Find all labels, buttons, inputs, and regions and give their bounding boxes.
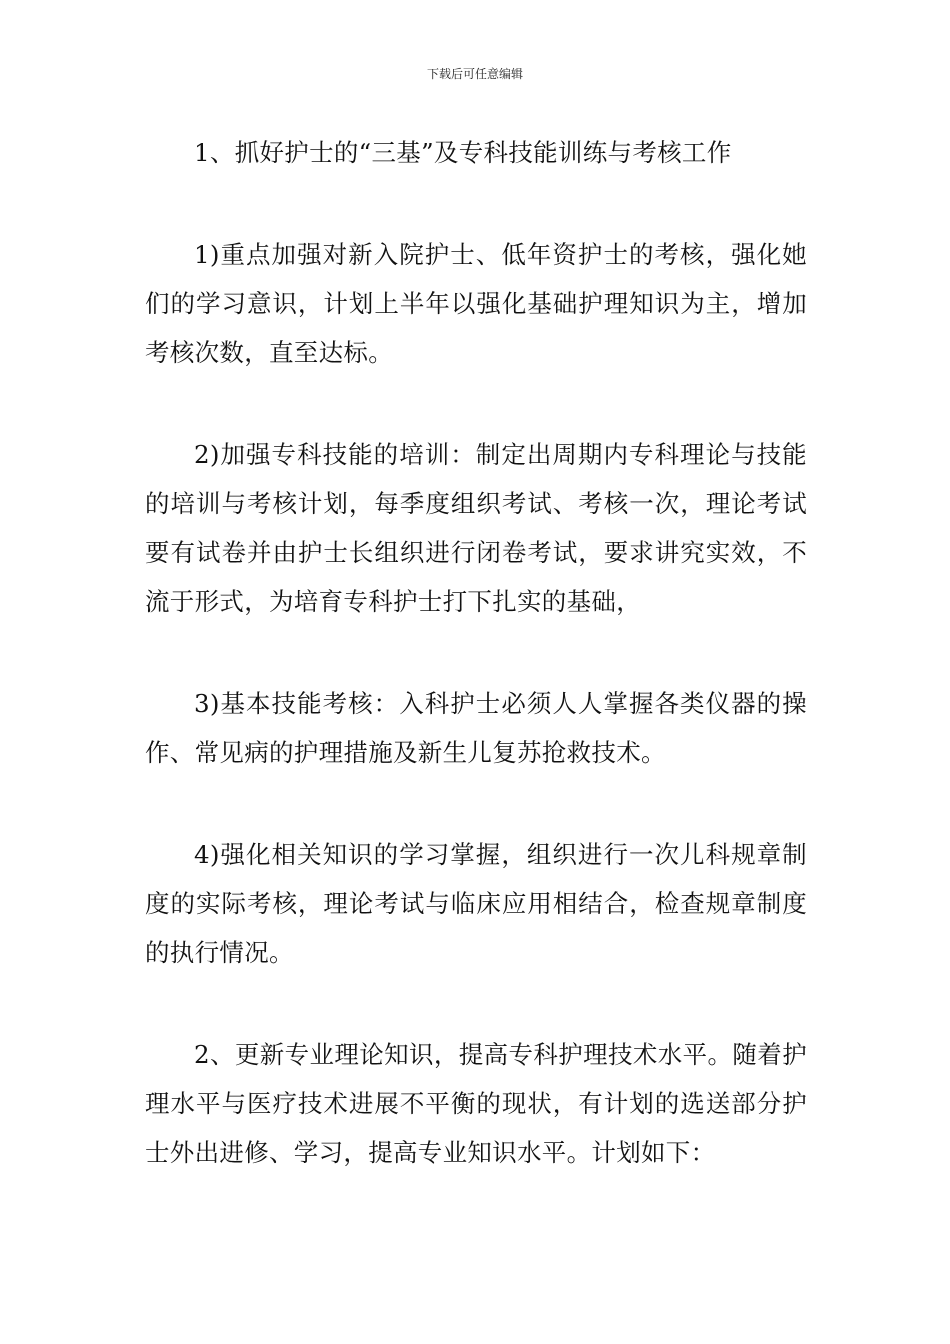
section-paragraph-2: 2、更新专业理论知识，提高专科护理技术水平。随着护理水平与医疗技术进展不平衡的现状，有计划的选送部分护士外出进修、学习，提高专业知识水平。计划如下： — [145, 1040, 807, 1167]
section-heading-1: 1、抓好护士的“三基”及专科技能训练与考核工作 — [194, 138, 732, 167]
paragraph-item-4: 4)强化相关知识的学习掌握，组织进行一次儿科规章制度的实际考核，理论考试与临床应用相结合，检查规章制度的执行情况。 — [145, 840, 807, 967]
paragraph-item-2: 2)加强专科技能的培训：制定出周期内专科理论与技能的培训与考核计划，每季度组织考试、考核一次，理论考试要有试卷并由护士长组织进行闭卷考试，要求讲究实效，不流于形式，为培育专科护士打下扎实的基础， — [145, 440, 807, 616]
paragraph-item-3: 3)基本技能考核：入科护士必须人人掌握各类仪器的操作、常见病的护理措施及新生儿复苏抢救技术。 — [145, 689, 807, 767]
paragraph-item-1: 1)重点加强对新入院护士、低年资护士的考核，强化她们的学习意识，计划上半年以强化基础护理知识为主，增加考核次数，直至达标。 — [145, 240, 807, 367]
document-body — [145, 128, 807, 1230]
page-header-note: 下载后可任意编辑 — [426, 67, 523, 81]
